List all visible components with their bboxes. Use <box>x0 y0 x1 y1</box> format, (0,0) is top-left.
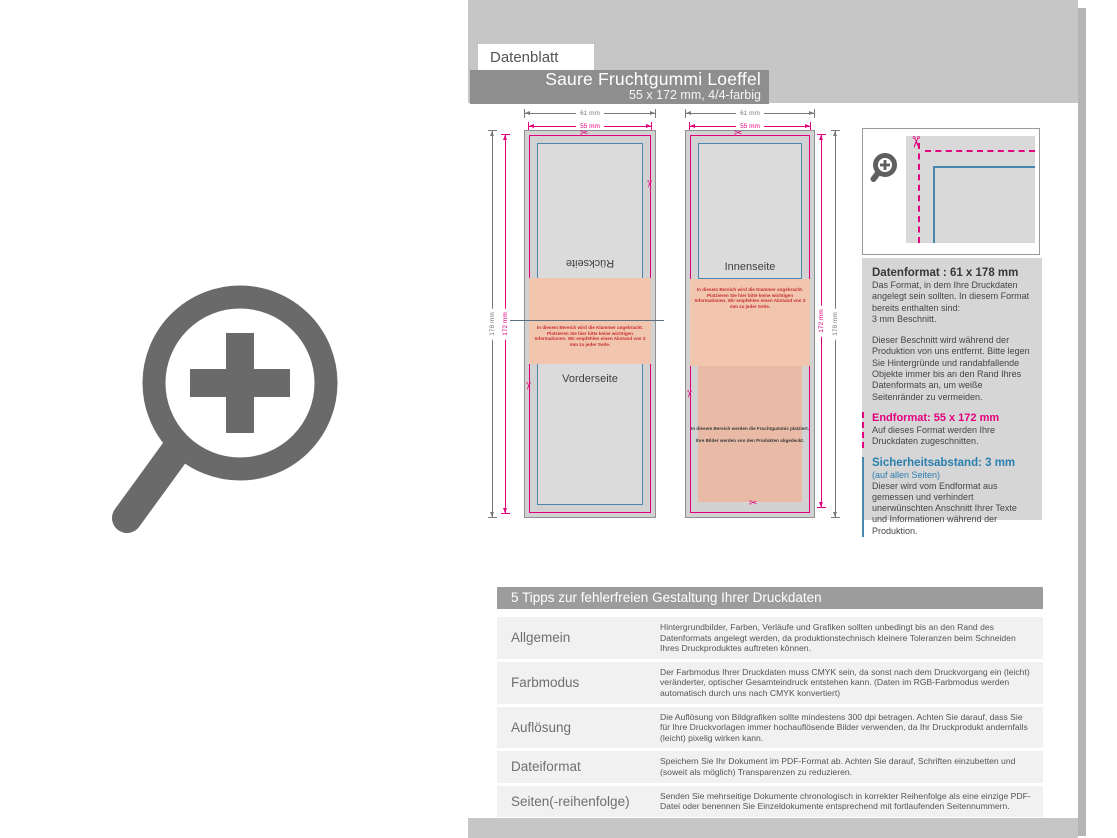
tip-row-aufloesung <box>497 707 1043 749</box>
bleed-area-detail <box>906 136 1035 243</box>
tips-table <box>497 617 1043 820</box>
product-note-2: Ihre Bilder werden von den Produkten abgedeckt. <box>695 438 805 443</box>
datenformat-title: Datenformat : 61 x 178 mm <box>872 267 1019 279</box>
endformat-section <box>862 412 1033 448</box>
datenformat-text2: Dieser Beschnitt wird während der Produktion von uns entfernt. Bitte legen Sie Hintergründe und randabfallende Objekte immer bis an den Rand Ihres Datenformats an, um weiße Seitenränder zu vermeiden. <box>872 335 1030 402</box>
datenformat-text: Das Format, in dem Ihre Druckdaten angelegt sein sollten. In diesem Format bereits enthalten sind: <box>872 280 1030 313</box>
drawing-inside <box>685 130 815 518</box>
dim-width-inner-2: 55 mm <box>689 122 811 131</box>
endformat-text: Auf dieses Format werden Ihre Druckdaten zugeschnitten. <box>872 424 996 447</box>
tip-label: Auflösung <box>511 719 572 735</box>
tip-row-allgemein <box>497 617 1043 659</box>
back-side-label: Rückseite <box>565 257 615 269</box>
tip-text: Senden Sie mehrseitige Dokumente chronologisch in korrekter Reihenfolge als eine einzige PDF-Datei oder benennen Sie Einzeldokumente entsprechend mit fortlaufenden Seitennummern. <box>660 790 1031 812</box>
datenblatt-tab: Datenblatt <box>478 44 594 70</box>
scissors-icon: ✂ <box>734 128 743 139</box>
tip-row-farbmodus <box>497 662 1043 704</box>
scissors-icon: ✂ <box>683 389 695 399</box>
sicherheitsabstand-text: Dieser wird vom Endformat aus gemessen und verhindert unerwünschten Anschnitt Ihrer Texte und Informationen während der Produktion. <box>872 480 1017 536</box>
cut-line-detail <box>925 150 1035 152</box>
clamp-note-2: In diesem Bereich wird die Klammer angebracht. Platzieren Sie hier bitte keine wichtigen Informationen. Wir empfehlen einen Abstand von 3 mm zu jeder Seite. <box>694 287 806 309</box>
drawing-outside <box>524 130 656 518</box>
endformat-title: Endformat: 55 x 172 mm <box>872 411 1000 424</box>
tip-label: Seiten(-reihenfolge) <box>511 793 630 809</box>
dim-width-outer-1: 61 mm <box>524 109 656 118</box>
datenformat-bleed: 3 mm Beschnitt. <box>872 313 937 324</box>
product-titlebar <box>470 70 769 104</box>
dim-height-inner-2: 172 mm <box>817 134 826 508</box>
datasheet-panel <box>468 0 1078 838</box>
tips-header: 5 Tipps zur fehlerfreien Gestaltung Ihrer Druckdaten <box>497 587 1043 609</box>
safety-line-detail <box>933 166 1035 168</box>
format-info-panel <box>862 258 1042 536</box>
tip-text: Speichern Sie Ihr Dokument im PDF-Format ab. Achten Sie darauf, Schriften einzubetten und (soweit als möglich) Transparenzen zu reduzieren. <box>660 756 1016 777</box>
clamp-note-1: In diesem Bereich wird die Klammer angebracht. Platzieren Sie hier bitte keine wichtigen Informationen. Wir empfehlen einen Abstand von 3 mm zu jeder Seite. <box>534 325 646 347</box>
dim-height-outer-2: 178 mm <box>831 130 840 518</box>
cut-detail-box <box>862 128 1040 255</box>
safety-line-detail <box>933 166 935 243</box>
tip-text: Der Farbmodus Ihrer Druckdaten muss CMYK sein, da sonst nach dem Druckvorgang ein (leicht) veränderter, optischer Gesamteindruck entstehen kann. (Daten im RGB-Farbmodus werden automatisch durch uns nach CMYK konvertiert) <box>660 666 1030 698</box>
sicherheitsabstand-title: Sicherheitsabstand: 3 mm <box>872 456 1016 469</box>
sicherheitsabstand-section <box>862 457 1033 537</box>
dim-height-outer-1: 178 mm <box>488 130 497 518</box>
tip-label: Farbmodus <box>511 675 580 691</box>
dim-width-inner-1: 55 mm <box>528 122 652 131</box>
sicherheitsabstand-subtitle: (auf allen Seiten) <box>872 469 941 480</box>
scissors-icon: ✂ <box>580 128 589 139</box>
scissors-icon: ✂ <box>643 179 655 189</box>
page-shadow <box>1078 8 1086 836</box>
tip-text: Hintergrundbilder, Farben, Verläufe und Grafiken sollten unbedingt bis an den Rand des Datenformats angelegt werden, da produktionstechnisch kleinere Toleranzen beim Schneiden Ihres Druckproduktes auftreten können. <box>660 622 1016 654</box>
product-note-1: In diesem Bereich werden die Fruchtgummis platziert. <box>691 426 809 431</box>
dim-height-inner-1: 172 mm <box>501 134 510 514</box>
tip-row-seitenreihenfolge <box>497 786 1043 817</box>
magnifier-plus-icon <box>95 268 365 558</box>
product-zone <box>698 366 802 502</box>
tip-text: Die Auflösung von Bildgrafiken sollte mindestens 300 dpi betragen. Achten Sie darauf, dass Sie für Ihre Druckvorlagen immer hochauflösende Bilder verwenden, da Ihr Druckprodukt andernfalls (leicht) pixelig wirken kann. <box>660 711 1028 743</box>
clamp-zone-1 <box>529 278 651 364</box>
scissors-icon: ✂ <box>749 498 758 509</box>
inside-label: Innenseite <box>724 261 776 273</box>
cut-line-detail <box>918 143 920 243</box>
dim-width-outer-2: 61 mm <box>685 109 815 118</box>
footer-band <box>468 818 1078 838</box>
tip-row-dateiformat <box>497 751 1043 782</box>
magnifier-plus-icon <box>868 151 906 191</box>
tip-label: Allgemein <box>511 630 571 646</box>
scissors-icon: ✂ <box>906 135 924 149</box>
tip-label: Dateiformat <box>511 759 581 775</box>
front-side-label: Vorderseite <box>562 373 618 385</box>
scissors-icon: ✂ <box>522 381 534 391</box>
product-format: 55 x 172 mm, 4/4-farbig <box>628 88 761 102</box>
fold-line <box>510 320 664 321</box>
product-title: Saure Fruchtgummi Loeffel <box>545 69 761 89</box>
